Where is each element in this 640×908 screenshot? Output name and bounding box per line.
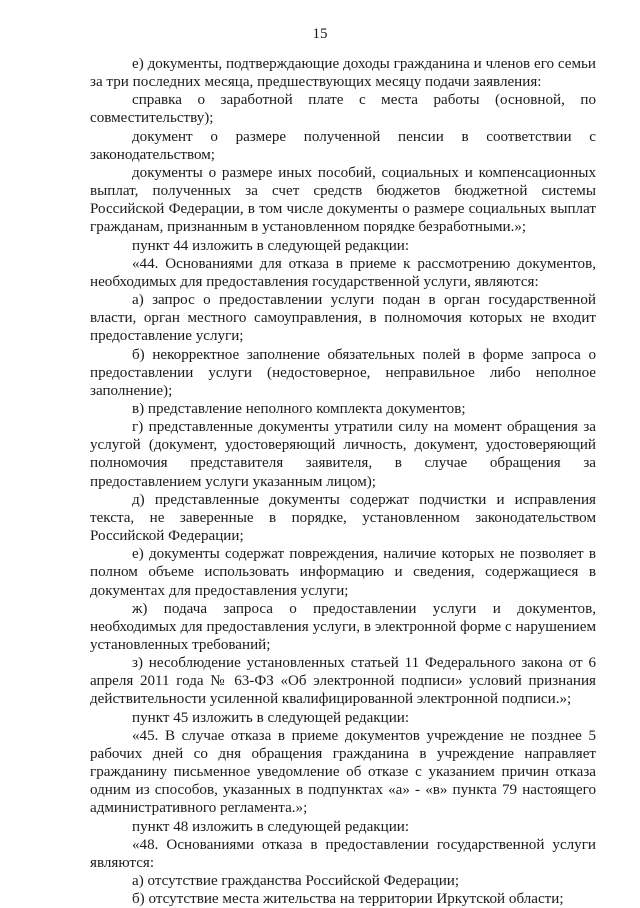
paragraph: б) отсутствие места жительства на территории Иркутской области; xyxy=(132,891,564,908)
paragraph: «44. Основаниями для отказа в приеме к рассмотрению документов, необходимых для предоставления государственной услуги, являются: xyxy=(90,255,596,290)
paragraph: пункт 45 изложить в следующей редакции: xyxy=(132,709,410,726)
paragraph: пункт 48 изложить в следующей редакции: xyxy=(132,818,410,835)
paragraph: б) некорректное заполнение обязательных полей в форме запроса о предоставлении услуги (недостоверное, неправильное либо неполное заполнение); xyxy=(90,346,596,399)
paragraph: документы о размере иных пособий, социальных и компенсационных выплат, полученных за счет средств бюджетов бюджетной системы Российской Федерации, в том числе документы о размере социальных выплат гражданам, признанным в установленном порядке безработными.»; xyxy=(90,164,596,236)
paragraph: в) представление неполного комплекта документов; xyxy=(132,400,466,417)
paragraph: пункт 44 изложить в следующей редакции: xyxy=(132,237,410,254)
page-number: 15 xyxy=(312,26,328,42)
paragraph: г) представленные документы утратили силу на момент обращения за услугой (документ, удостоверяющий личность, документ, удостоверяющий полномочия представителя заявителя, в случае обращения за предоставлением услуги указанным лицом); xyxy=(90,419,596,490)
paragraph: справка о заработной плате с места работы (основной, по совместительству); xyxy=(90,92,596,127)
paragraph: ж) подача запроса о предоставлении услуги и документов, необходимых для предоставления услуги, в электронной форме с нарушением установленных требований; xyxy=(90,600,596,653)
paragraph: документ о размере полученной пенсии в соответствии с законодательством; xyxy=(90,128,596,163)
paragraph: е) документы, подтверждающие доходы гражданина и членов его семьи за три последних месяца, предшествующих месяцу подачи заявления: xyxy=(90,56,596,91)
paragraph: е) документы содержат повреждения, наличие которых не позволяет в полном объеме использовать информацию и сведения, содержащиеся в документах для предоставления услуги; xyxy=(90,546,596,599)
document-body xyxy=(90,55,596,908)
paragraph: з) несоблюдение установленных статьей 11 Федерального закона от 6 апреля 2011 года № 63-ФЗ «Об электронной подписи» условий признания действительности усиленной квалифицированной электронной подписи.»; xyxy=(90,655,596,708)
paragraph: д) представленные документы содержат подчистки и исправления текста, не заверенные в порядке, установленном законодательством Российской Федерации; xyxy=(90,491,596,545)
paragraph: «48. Основаниями отказа в предоставлении государственной услуги являются: xyxy=(90,836,596,871)
paragraph: «45. В случае отказа в приеме документов учреждение не позднее 5 рабочих дней со дня обращения гражданина в учреждение направляет гражданину письменное уведомление об отказе с указанием причин отказа одним из способов, указанных в подпунктах «а» - «в» пункта 79 настоящего административного регламента.»; xyxy=(90,727,596,817)
paragraph: а) отсутствие гражданства Российской Федерации; xyxy=(132,873,460,890)
paragraph: а) запрос о предоставлении услуги подан в орган государственной власти, орган местного самоуправления, в полномочия которых не входит предоставление услуги; xyxy=(90,292,596,345)
